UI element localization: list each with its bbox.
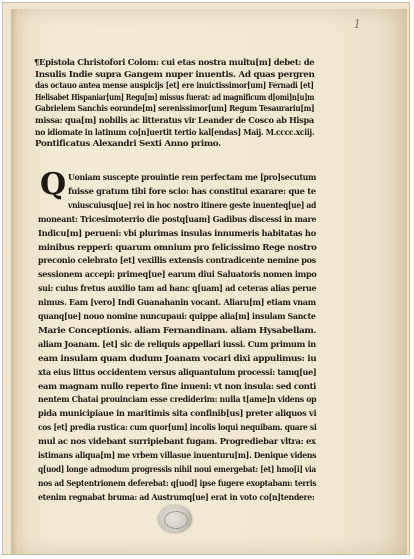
- library-seal-stamp: [158, 505, 192, 533]
- body-line: Marie Conceptionis. aliam Fernandinam. aliam Hysabellam.: [38, 324, 317, 335]
- body-line: xta eius littus occidentem versus aliquantulum processi: tamq[ue]: [38, 366, 317, 377]
- heading-line: Insulis Indie supra Gangem nuper inuentis. Ad quas pergren: [35, 68, 315, 79]
- body-line: cos [et] predia rustica: cum quor[um] incolis loqui nequibam. quare si: [38, 422, 317, 433]
- body-line: fuisse gratum tibi fore scio: has constitui exarare: que te: [68, 185, 316, 196]
- drop-initial: Q: [40, 167, 67, 202]
- body-line: etenim regnabat bruma: ad Austrumq[ue] erat in voto co[n]tendere:: [38, 491, 315, 502]
- page-edge-stain: [377, 9, 407, 554]
- body-line: nimus. Eam [vero] Indi Guanahanin vocant. Aliaru[m] etiam vnam: [38, 297, 316, 308]
- heading-line: no idiomate in latinum co[n]uertit tertio kal[endas] Maij. M.cccc.xciij.: [35, 126, 315, 137]
- body-line: nos ad Septentrionem deferebat: q[uod] ipse fugere exoptabam: terris: [38, 477, 317, 488]
- body-line: Indicu[m] perueni: vbi plurimas insulas innumeris habitatas ho: [38, 227, 316, 238]
- heading-line: Pontificatus Alexandri Sexti Anno primo.: [35, 138, 221, 149]
- body-line: mul ac nos videbant surripiebant fugam. Progrediebar vltra: ex: [38, 436, 316, 447]
- body-line: aliam Joanam. [et] sic de reliquis appellari iussi. Cum primum in: [38, 338, 316, 349]
- heading-line: das octauo antea mense auspicijs [et] ere inuictissimor[um] Fernadi [et]: [35, 80, 314, 91]
- manuscript-page: [11, 9, 407, 554]
- body-line: q[uod] longe admodum progressis nihil noui emergebat: [et] hmo[i] via: [38, 463, 316, 474]
- body-line: vniuscuiusq[ue] rei in hoc nostro itinere geste inuenteq[ue] ad: [68, 199, 316, 210]
- heading-line: ¶Epistola Christofori Colom: cui etas nostra multu[m] debet: de: [34, 57, 315, 67]
- seal-ring: [164, 511, 188, 529]
- body-line: eam insulam quam dudum Joanam vocari dixi appulimus: iu: [38, 352, 317, 363]
- heading-line: Gabrielem Sanchis eorunde[m] serenissimor[um] Regum Tesaurariu[m]: [35, 103, 315, 114]
- body-line: sui: cuius fretus auxilio tam ad hanc q[uam] ad ceteras alias perue: [38, 283, 317, 294]
- body-line: istimans aliqua[m] me vrbem villasue inuenturu[m]. Denique videns: [38, 450, 317, 460]
- scan-frame: [2, 2, 410, 555]
- foliation-number: 1: [353, 17, 361, 31]
- body-line: moneant: Tricesimoterrio die postq[uam] Gadibus discessi in mare: [38, 213, 317, 224]
- body-line: pida municipiaue in maritimis sita confinib[us] preter aliquos vi: [38, 408, 317, 419]
- body-line: minibus repperi: quarum omnium pro felicissimo Rege nostro: [38, 241, 317, 252]
- body-line: nentem Chatai prouinciam esse crediderim: nulla t[ame]n videns op: [38, 394, 317, 405]
- heading-line: missa: qua[m] nobilis ac litteratus vir Leander de Cosco ab Hispa: [35, 115, 314, 125]
- body-line: eam magnam nullo reperto fine inueni: vt non insula: sed conti: [38, 380, 317, 391]
- body-line: sessionem accepi: primeq[ue] earum diui Saluatoris nomen impo: [38, 269, 317, 280]
- heading-line: Helisabet Hispaniar[um] Regu[m] missus fuerat: ad magnificum d[omi]n[u]m: [35, 91, 315, 102]
- page-gutter-shadow: [11, 9, 19, 554]
- body-line: preconio celebrato [et] vexillis extensis contradicente nemine pos: [38, 255, 316, 266]
- body-line: quanq[ue] nouo nomine nuncupaui: quippe alia[m] insulam Sancte: [38, 311, 316, 321]
- body-line: Uoniam suscepte prouintie rem perfectam me [pro]secutum: [68, 172, 317, 182]
